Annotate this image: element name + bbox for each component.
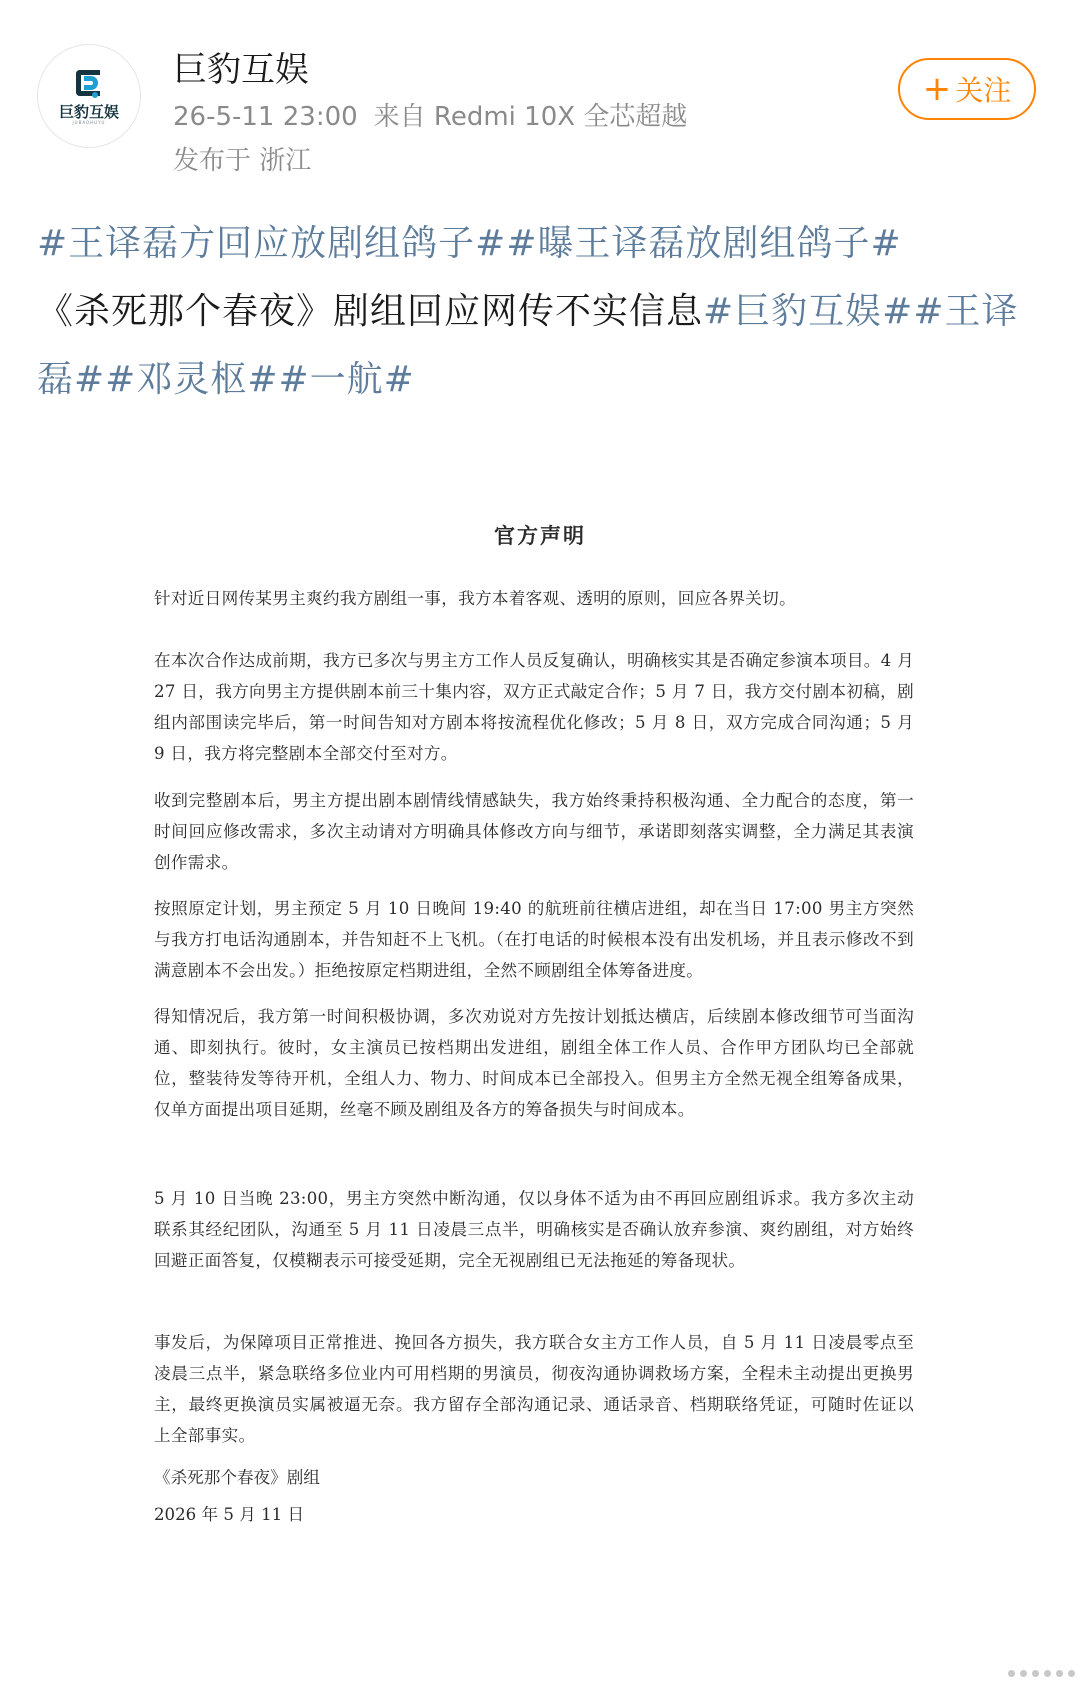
hashtag-link[interactable]: #邓灵枢#	[105, 359, 279, 400]
avatar[interactable]	[37, 44, 141, 148]
post-source: 来自 Redmi 10X 全芯超越	[373, 102, 688, 132]
statement-signature: 《杀死那个春夜》剧组	[154, 1468, 320, 1487]
hashtag-link[interactable]: #巨豹互娱#	[703, 291, 914, 332]
statement-paragraph: 得知情况后，我方第一时间积极协调，多次劝说对方先按计划抵达横店，后续剧本修改细节可当面沟通、即刻执行。彼时，女主演员已按档期出发进组，剧组全体工作人员、合作甲方团队均已全部就位，整装待发等待开机，全组人力、物力、时间成本已全部投入。但男主方全然无视全组筹备成果，仅单方面提出项目延期，丝毫不顾及剧组及各方的筹备损失与时间成本。	[154, 1007, 914, 1119]
hashtag-link[interactable]: #王译磊#	[37, 291, 1019, 400]
post-body-text: 《杀死那个春夜》剧组回应网传不实信息	[37, 291, 704, 332]
statement-date: 2026 年 5 月 11 日	[154, 1505, 305, 1524]
watermark-dots-icon	[1008, 1670, 1075, 1677]
statement-paragraph: 事发后，为保障项目正常推进、挽回各方损失，我方联合女主方工作人员，自 5 月 11 日凌晨零点至凌晨三点半，紧急联络多位业内可用档期的男演员，彻夜沟通协调救场方案，全程未主动提出更换男主，最终更换演员实属被逼无奈。我方留存全部沟通记录、通话录音、档期联络凭证，可随时佐证以上全部事实。	[154, 1333, 914, 1445]
follow-button[interactable]	[898, 58, 1036, 120]
statement-paragraph: 按照原定计划，男主预定 5 月 10 日晚间 19:40 的航班前往横店进组，却在当日 17:00 男主方突然与我方打电话沟通剧本，并告知赶不上飞机。（在打电话的时候根本没有出发机场，并且表示修改不到满意剧本不会出发。）拒绝按原定档期进组，全然不顾剧组全体筹备进度。	[154, 899, 914, 980]
statement-paragraph: 在本次合作达成前期，我方已多次与男主方工作人员反复确认，明确核实其是否确定参演本项目。4 月 27 日，我方向男主方提供剧本前三十集内容，双方正式敲定合作；5 月 7 日，我方交付剧本初稿，剧组内部围读完毕后，第一时间告知对方剧本将按流程优化修改；5 月 8 日，双方完成合同沟通；5 月 9 日，我方将完整剧本全部交付至对方。	[154, 651, 914, 763]
avatar-logo-subtext: JUBAOHUYU	[72, 120, 106, 125]
hashtag-link[interactable]: #王译磊方回应放剧组鸽子#	[37, 223, 507, 264]
statement-title: 官方声明	[494, 523, 586, 548]
post-meta	[173, 100, 687, 134]
post-timestamp: 26-5-11 23:00	[173, 102, 358, 132]
avatar-logo-text: 巨豹互娱	[58, 103, 119, 121]
follow-label: 关注	[955, 74, 1012, 107]
statement-paragraph: 针对近日网传某男主爽约我方剧组一事，我方本着客观、透明的原则，回应各界关切。	[154, 589, 796, 608]
statement-paragraph: 5 月 10 日当晚 23:00，男主方突然中断沟通，仅以身体不适为由不再回应剧组诉求。我方多次主动联系其经纪团队，沟通至 5 月 11 日凌晨三点半，明确核实是否确认放弃参演、爽约剧组，对方始终回避正面答复，仅模糊表示可接受延期，完全无视剧组已无法拖延的筹备现状。	[154, 1189, 914, 1270]
hashtag-link[interactable]: #一航#	[278, 359, 415, 400]
post-text	[37, 210, 1047, 414]
statement-image[interactable]	[0, 460, 1080, 1689]
plus-icon: +	[922, 69, 952, 109]
statement-paragraph: 收到完整剧本后，男主方提出剧本剧情线情感缺失，我方始终秉持积极沟通、全力配合的态度，第一时间回应修改需求，多次主动请对方明确具体修改方向与细节，承诺即刻落实调整，全力满足其表演创作需求。	[154, 791, 914, 872]
post-location: 发布于 浙江	[173, 146, 312, 176]
hashtag-link[interactable]: #曝王译磊放剧组鸽子#	[506, 223, 902, 264]
author-name[interactable]: 巨豹互娱	[173, 50, 309, 90]
brand-logo-icon	[72, 66, 106, 100]
